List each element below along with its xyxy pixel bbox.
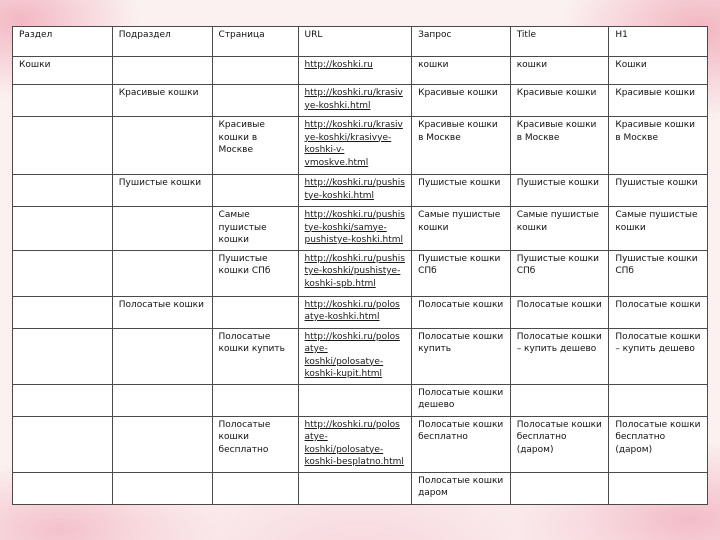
cell-title: Полосатые кошки – купить дешево [510,328,609,384]
cell-subsection [112,384,212,416]
table-row [13,328,708,384]
header-section: Раздел [13,27,113,57]
cell-title: Красивые кошки [510,85,609,117]
table-row [13,472,708,504]
table-row [13,175,708,207]
cell-query: Полосатые кошки купить [412,328,511,384]
cell-url [298,384,412,416]
cell-url[interactable]: http://koshki.ru/pushistye-koshki/samye-pushistye-koshki.html [298,207,412,251]
header-query: Запрос [412,27,511,57]
cell-subsection [112,57,212,85]
header-row [13,27,708,57]
cell-page [212,296,298,328]
cell-page [212,85,298,117]
cell-subsection [112,117,212,175]
cell-subsection [112,250,212,296]
cell-title [510,472,609,504]
cell-page: Полосатые кошки бесплатно [212,416,298,472]
cell-title: Пушистые кошки СПб [510,250,609,296]
table-row [13,85,708,117]
cell-section [13,328,113,384]
cell-query: Красивые кошки в Москве [412,117,511,175]
cell-url[interactable]: http://koshki.ru/pushistye-koshki/pushistye-koshki-spb.html [298,250,412,296]
cell-url[interactable]: http://koshki.ru/pushistye-koshki.html [298,175,412,207]
cell-page: Пушистые кошки СПб [212,250,298,296]
cell-page [212,175,298,207]
cell-query: Самые пушистые кошки [412,207,511,251]
cell-url[interactable]: http://koshki.ru/polosatye-koshki/polosatye-koshki-besplatno.html [298,416,412,472]
cell-title: Полосатые кошки бесплатно (даром) [510,416,609,472]
header-url: URL [298,27,412,57]
cell-h1: Пушистые кошки [609,175,708,207]
cell-h1 [609,472,708,504]
cell-title: Самые пушистые кошки [510,207,609,251]
header-title: Title [510,27,609,57]
cell-h1 [609,384,708,416]
cell-section [13,384,113,416]
header-subsection: Подраздел [112,27,212,57]
cell-section [13,85,113,117]
site-structure-table [12,26,708,505]
cell-h1: Красивые кошки в Москве [609,117,708,175]
cell-url[interactable]: http://koshki.ru/polosatye-koshki/polosatye-koshki-kupit.html [298,328,412,384]
cell-section [13,296,113,328]
cell-url[interactable]: http://koshki.ru/polosatye-koshki.html [298,296,412,328]
cell-query: кошки [412,57,511,85]
cell-h1: Полосатые кошки – купить дешево [609,328,708,384]
cell-section [13,175,113,207]
cell-subsection [112,472,212,504]
cell-h1: Кошки [609,57,708,85]
cell-h1: Самые пушистые кошки [609,207,708,251]
cell-page [212,472,298,504]
cell-title: Полосатые кошки [510,296,609,328]
structure-table-sheet [12,26,708,505]
cell-page: Полосатые кошки купить [212,328,298,384]
cell-query: Пушистые кошки СПб [412,250,511,296]
cell-title: кошки [510,57,609,85]
cell-subsection [112,207,212,251]
cell-section: Кошки [13,57,113,85]
cell-title [510,384,609,416]
cell-page [212,57,298,85]
header-h1: H1 [609,27,708,57]
cell-section [13,472,113,504]
cell-query: Полосатые кошки даром [412,472,511,504]
cell-section [13,250,113,296]
cell-url[interactable]: http://koshki.ru [298,57,412,85]
cell-title: Красивые кошки в Москве [510,117,609,175]
table-row [13,250,708,296]
cell-query: Полосатые кошки бесплатно [412,416,511,472]
cell-section [13,207,113,251]
cell-query: Полосатые кошки [412,296,511,328]
cell-url[interactable]: http://koshki.ru/krasivye-koshki.html [298,85,412,117]
cell-query: Полосатые кошки дешево [412,384,511,416]
cell-h1: Полосатые кошки бесплатно (даром) [609,416,708,472]
cell-subsection [112,416,212,472]
cell-h1: Пушистые кошки СПб [609,250,708,296]
table-row [13,207,708,251]
cell-subsection: Полосатые кошки [112,296,212,328]
cell-section [13,117,113,175]
cell-query: Красивые кошки [412,85,511,117]
table-row [13,57,708,85]
cell-page [212,384,298,416]
cell-h1: Полосатые кошки [609,296,708,328]
table-row [13,296,708,328]
cell-title: Пушистые кошки [510,175,609,207]
cell-page: Красивые кошки в Москве [212,117,298,175]
cell-subsection [112,328,212,384]
cell-url[interactable]: http://koshki.ru/krasivye-koshki/krasivye-koshki-v-vmoskve.html [298,117,412,175]
table-row [13,384,708,416]
cell-h1: Красивые кошки [609,85,708,117]
cell-page: Самые пушистые кошки [212,207,298,251]
cell-section [13,416,113,472]
table-row [13,117,708,175]
cell-subsection: Красивые кошки [112,85,212,117]
header-page: Страница [212,27,298,57]
cell-subsection: Пушистые кошки [112,175,212,207]
table-row [13,416,708,472]
cell-query: Пушистые кошки [412,175,511,207]
cell-url [298,472,412,504]
